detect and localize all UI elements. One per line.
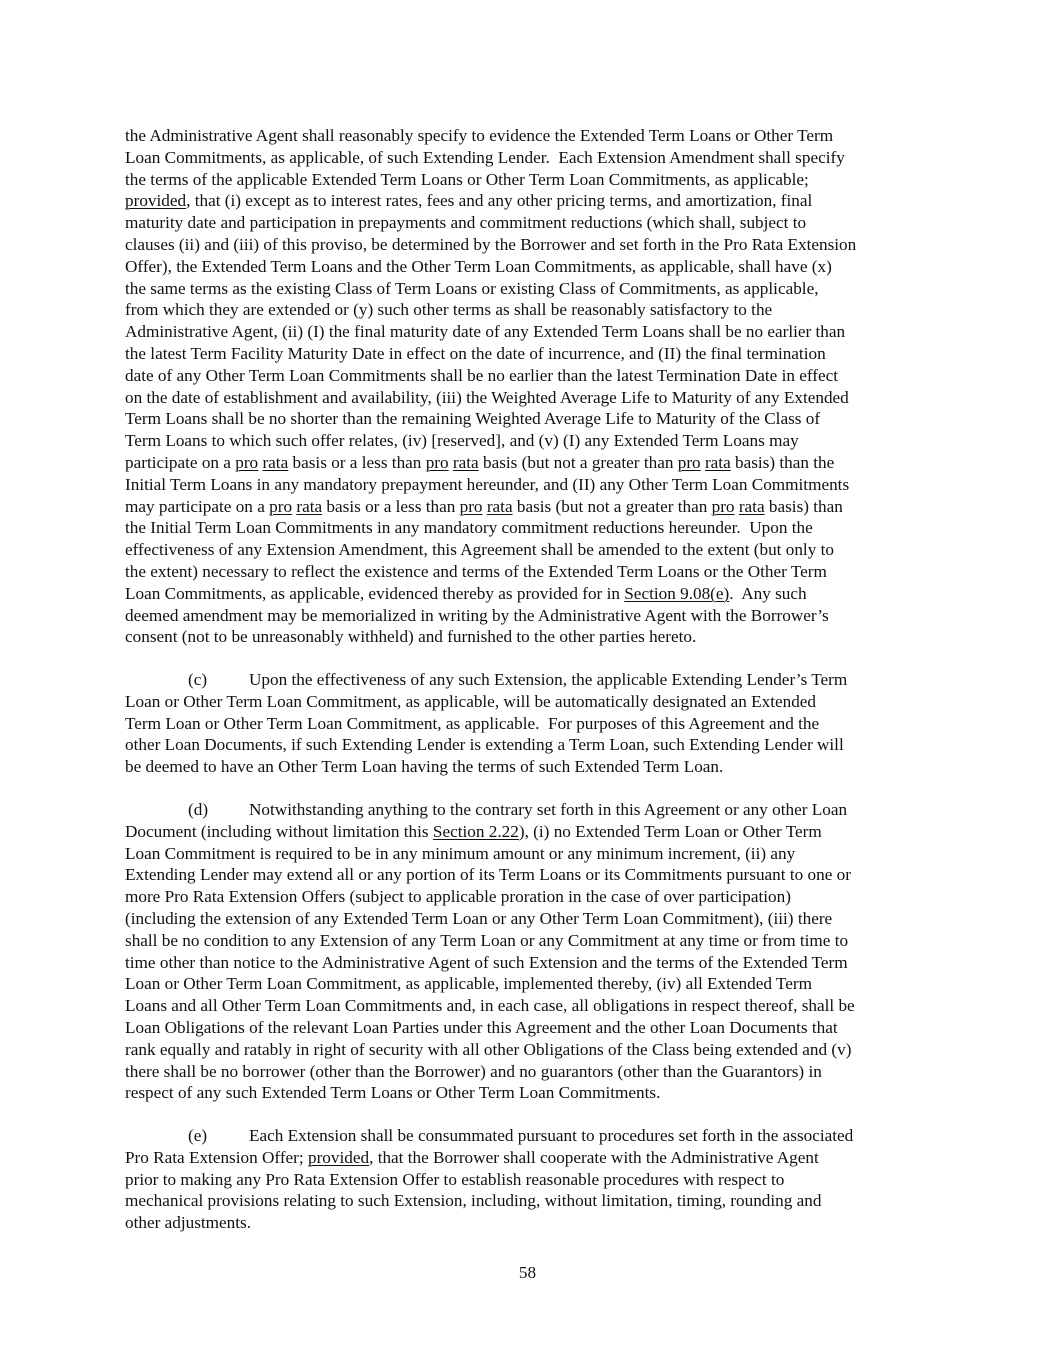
text-run: , that (i) except as to interest rates, fees and any other pricing terms, and amortization, final — [186, 191, 813, 211]
text-run: effectiveness of any Extension Amendment, this Agreement shall be amended to the extent (but only to — [125, 540, 834, 560]
text-line — [125, 561, 935, 583]
text-run: Loans and all Other Term Loan Commitments and, in each case, all obligations in respect thereof, shall be — [125, 996, 855, 1016]
underlined-term: pro — [459, 496, 483, 516]
text-line — [125, 626, 935, 648]
text-line — [125, 713, 935, 735]
text-run: Term Loans shall be no shorter than the remaining Weighted Average Life to Maturity of the Class of — [125, 409, 821, 429]
text-line — [125, 1017, 935, 1039]
text-line — [125, 1212, 935, 1234]
text-run: shall be no condition to any Extension of any Term Loan or any Commitment at any time or from time to — [125, 930, 849, 950]
underlined-term: provided — [125, 191, 187, 211]
text-line — [125, 169, 935, 191]
text-line — [125, 474, 935, 496]
text-run: (including the extension of any Extended Term Loan or any Other Term Loan Commitment), (iii) there — [125, 908, 833, 928]
text-run: Upon the effectiveness of any such Extension, the applicable Extending Lender’s Term — [249, 670, 848, 689]
text-run: respect of any such Extended Term Loans or Other Term Loan Commitments. — [125, 1083, 661, 1103]
text-line — [125, 583, 935, 605]
text-line — [125, 321, 935, 343]
underlined-term: rata — [262, 452, 289, 472]
text-run: other adjustments. — [125, 1213, 252, 1233]
text-run: the latest Term Facility Maturity Date in effect on the date of incurrence, and (II) the final termination — [125, 343, 826, 363]
text-line — [125, 1061, 935, 1083]
text-run: consent (not to be unreasonably withheld) and furnished to the other parties hereto. — [125, 627, 697, 647]
text-run: Loan Commitment is required to be in any minimum amount or any minimum increment, (ii) any — [125, 843, 796, 863]
text-line — [125, 365, 935, 387]
text-run: . Any such — [729, 583, 807, 603]
underlined-term: rata — [486, 496, 513, 516]
text-run: rank equally and ratably in right of security with all other Obligations of the Class being extended and (v) — [125, 1039, 852, 1059]
text-run: prior to making any Pro Rata Extension Offer to establish reasonable procedures with respect to — [125, 1169, 785, 1189]
text-run: basis or a less than — [322, 496, 460, 516]
text-line — [125, 517, 935, 539]
text-run: Offer), the Extended Term Loans and the Other Term Loan Commitments, as applicable, shall have (x) — [125, 256, 832, 276]
text-line — [125, 190, 935, 212]
page-number: 58 — [518, 1263, 537, 1282]
paragraph-c — [125, 669, 935, 778]
underlined-term: pro — [677, 452, 701, 472]
text-run: time other than notice to the Administrative Agent of such Extension and the terms of the Extended Term — [125, 952, 848, 972]
underlined-term: rata — [452, 452, 479, 472]
text-line — [125, 539, 935, 561]
underlined-term: rata — [296, 496, 323, 516]
text-run: other Loan Documents, if such Extending Lender is extending a Term Loan, such Extending Lender will — [125, 735, 844, 755]
text-run: date of any Other Term Loan Commitments shall be no earlier than the latest Termination Date in effect — [125, 365, 839, 385]
text-run: the terms of the applicable Extended Term Loans or Other Term Loan Commitments, as applicable; — [125, 169, 809, 189]
text-run: basis or a less than — [288, 452, 426, 472]
text-run: Document (including without limitation this — [125, 821, 433, 841]
text-run: the extent) necessary to reflect the existence and terms of the Extended Term Loans or the Other Term — [125, 561, 827, 581]
text-line — [125, 864, 935, 886]
text-run: basis) than — [764, 496, 843, 516]
text-line — [125, 387, 935, 409]
underlined-term: pro — [425, 452, 449, 472]
section-reference-link[interactable]: Section 2.22 — [432, 821, 519, 841]
text-run: mechanical provisions relating to such Extension, including, without limitation, timing, rounding and — [125, 1191, 822, 1211]
text-run: deemed amendment may be memorialized in writing by the Administrative Agent with the Borrower’s — [125, 605, 829, 625]
text-line — [125, 212, 935, 234]
text-run: participate on a — [125, 452, 236, 472]
underlined-term: pro — [711, 496, 735, 516]
text-run: maturity date and participation in prepayments and commitment reductions (which shall, subject to — [125, 213, 807, 233]
text-line — [125, 1082, 935, 1104]
text-line — [125, 408, 935, 430]
text-run: Loan Commitments, as applicable, evidenced thereby as provided for in — [125, 583, 625, 603]
underlined-term: rata — [704, 452, 731, 472]
text-line — [125, 125, 935, 147]
text-line — [125, 1190, 935, 1212]
text-run: Each Extension shall be consummated pursuant to procedures set forth in the associated — [249, 1126, 854, 1145]
underlined-term: pro — [269, 496, 293, 516]
text-run: more Pro Rata Extension Offers (subject to applicable proration in the case of over participation) — [125, 887, 791, 907]
paragraph-d — [125, 799, 935, 1104]
text-line — [125, 430, 935, 452]
underlined-term: pro — [235, 452, 259, 472]
text-run: Term Loan or Other Term Loan Commitment, as applicable. For purposes of this Agreement and the — [125, 713, 820, 733]
paragraph-e — [125, 1125, 935, 1234]
text-run: Pro Rata Extension Offer; — [125, 1147, 308, 1167]
clause-label: (c) — [188, 670, 208, 689]
text-run: basis) than the — [730, 452, 835, 472]
text-line — [125, 995, 935, 1017]
text-line — [125, 756, 935, 778]
text-run: Loan Commitments, as applicable, of such Extending Lender. Each Extension Amendment shall specify — [125, 147, 845, 167]
text-line — [125, 930, 935, 952]
text-line — [125, 821, 935, 843]
text-run: Loan Obligations of the relevant Loan Parties under this Agreement and the other Loan Documents that — [125, 1017, 838, 1037]
text-line — [125, 234, 935, 256]
text-run: the Initial Term Loan Commitments in any mandatory commitment reductions hereunder. Upon the — [125, 518, 813, 538]
text-line — [125, 1169, 935, 1191]
text-line — [125, 605, 935, 627]
text-line — [125, 147, 935, 169]
text-run: Loan or Other Term Loan Commitment, as applicable, implemented thereby, (iv) all Extended Term — [125, 974, 812, 994]
text-line — [125, 1147, 935, 1169]
text-line — [125, 886, 935, 908]
underlined-term: provided — [307, 1147, 370, 1167]
text-line — [125, 278, 935, 300]
text-line — [125, 452, 935, 474]
clause-label: (e) — [188, 1126, 208, 1145]
text-run: be deemed to have an Other Term Loan having the terms of such Extended Term Loan. — [125, 757, 724, 777]
text-line — [125, 1125, 935, 1147]
text-run: Extending Lender may extend all or any portion of its Term Loans or its Commitments pursuant to one or — [125, 865, 851, 885]
paragraph-b-continuation — [125, 125, 935, 648]
text-line — [125, 496, 935, 518]
text-run: basis (but not a greater than — [478, 452, 678, 472]
text-line — [125, 669, 935, 691]
text-run: the same terms as the existing Class of Term Loans or existing Class of Commitments, as applicable, — [125, 278, 819, 298]
text-run: , that the Borrower shall cooperate with the Administrative Agent — [369, 1147, 819, 1167]
text-line — [125, 843, 935, 865]
section-reference-link[interactable]: Section 9.08(e) — [624, 583, 730, 603]
text-line — [125, 799, 935, 821]
text-run: Notwithstanding anything to the contrary set forth in this Agreement or any other Loan — [249, 800, 848, 819]
text-run: clauses (ii) and (iii) of this proviso, be determined by the Borrower and set forth in the Pro Rata Extension — [125, 234, 857, 254]
text-line — [125, 952, 935, 974]
text-run: Administrative Agent, (ii) (I) the final maturity date of any Extended Term Loans shall be no earlier than — [125, 322, 846, 342]
text-line — [125, 299, 935, 321]
clause-label: (d) — [188, 800, 209, 819]
text-run: Loan or Other Term Loan Commitment, as applicable, will be automatically designated an Extended — [125, 691, 817, 711]
text-run: from which they are extended or (y) such other terms as shall be reasonably satisfactory to the — [125, 300, 773, 320]
text-run: Term Loans to which such offer relates, (iv) [reserved], and (v) (I) any Extended Term Loans may — [125, 431, 799, 451]
text-line — [125, 1039, 935, 1061]
text-run: the Administrative Agent shall reasonably specify to evidence the Extended Term Loans or Other Term — [125, 126, 834, 145]
text-line — [125, 973, 935, 995]
text-line — [125, 691, 935, 713]
text-line — [125, 343, 935, 365]
text-line — [125, 908, 935, 930]
text-run: basis (but not a greater than — [512, 496, 712, 516]
text-run: on the date of establishment and availability, (iii) the Weighted Average Life to Maturity of any Extended — [125, 387, 849, 407]
text-run: may participate on a — [125, 496, 270, 516]
text-run: there shall be no borrower (other than the Borrower) and no guarantors (other than the Guarantors) in — [125, 1061, 822, 1081]
text-run: ), (i) no Extended Term Loan or Other Term — [518, 821, 822, 841]
text-run: Initial Term Loans in any mandatory prepayment hereunder, and (II) any Other Term Loan Commitments — [125, 474, 850, 494]
text-line — [125, 256, 935, 278]
underlined-term: rata — [738, 496, 765, 516]
text-line — [125, 734, 935, 756]
